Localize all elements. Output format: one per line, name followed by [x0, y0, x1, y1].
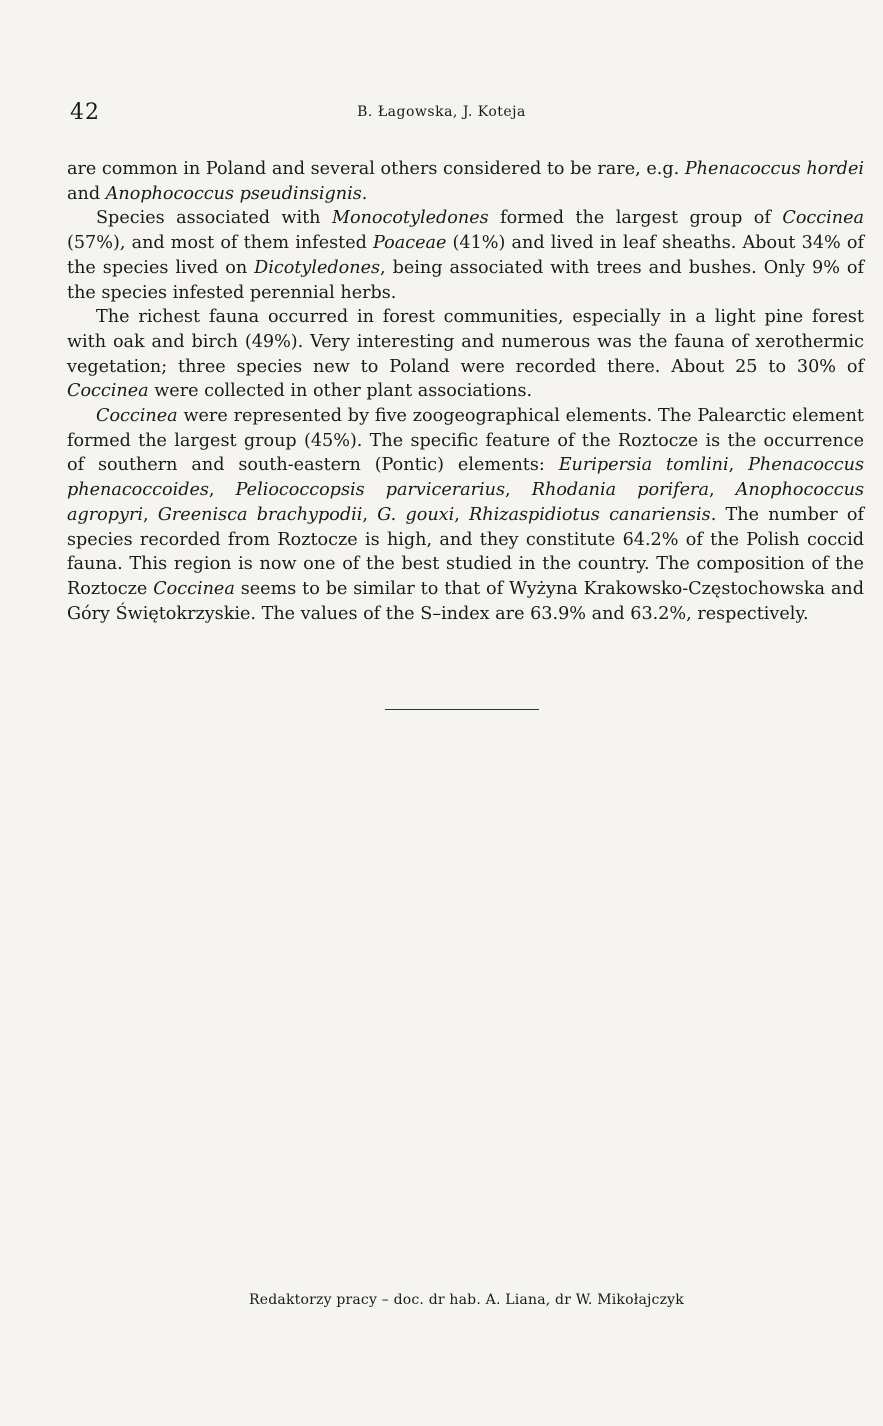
text-run: . The number of species recorded from Roztocze is high, and they constitute 64.2% of the Polish coccid fauna. This region is now one of the best studied in the country. The composition of the Roztocze: [67, 504, 865, 599]
page-number: 42: [70, 100, 100, 125]
text-run: ,: [505, 480, 532, 501]
italic-term: G. gouxi: [377, 504, 455, 525]
text-run: ,: [143, 504, 158, 525]
text-run: .: [361, 183, 368, 204]
paragraph: [67, 157, 864, 206]
paragraph: [67, 305, 864, 404]
italic-term: Dicotyledones: [254, 257, 381, 278]
italic-term: Coccinea: [782, 208, 864, 229]
text-run: (57%), and most of them infested: [67, 233, 374, 254]
italic-term: Coccinea: [96, 406, 178, 427]
italic-term: Rhodania porifera: [531, 480, 709, 501]
text-run: ,: [708, 480, 736, 501]
italic-term: Rhizaspidiotus canariensis: [469, 504, 711, 525]
text-run: and: [67, 183, 106, 204]
text-run: formed the largest group of: [488, 208, 783, 229]
italic-term: Coccinea: [153, 578, 235, 599]
italic-term: Poaceae: [373, 233, 447, 254]
text-run: were represented by five zoogeographical elements. The Palearctic element formed the largest group (45%). The specific feature of the Roztocze is the occurrence of southern and south-eastern (Pontic) elements:: [67, 406, 864, 476]
italic-term: Anophococcus pseudinsignis: [105, 183, 362, 204]
paragraph: [67, 206, 864, 305]
text-run: ,: [208, 480, 236, 501]
text-run: were collected in other plant associations.: [148, 381, 533, 402]
italic-term: Monocotyledones: [331, 208, 489, 229]
italic-term: Coccinea: [67, 381, 149, 402]
italic-term: Phenacoccus phenacoccoides: [67, 455, 864, 501]
running-head: B. Łagowska, J. Koteja: [357, 104, 526, 120]
text-run: (41%) and lived in leaf sheaths. About 34% of the species lived on: [67, 233, 864, 278]
text-run: The richest fauna occurred in forest communities, especially in a light pine forest with oak and birch (49%). Very interesting and numerous was the fauna of xerothermic vegetation; three species new to Poland were recorded there. About 25 to 30% of: [67, 307, 864, 377]
text-run: seems to be similar to that of Wyżyna Krakowsko-Częstochowska and Góry Świętokrzyskie. The values of the S–index are 63.9% and 63.2%, respectively.: [67, 578, 864, 624]
text-run: are common in Poland and several others considered to be rare, e.g.: [67, 159, 685, 179]
text-run: Species associated with: [96, 208, 332, 229]
text-run: ,: [362, 504, 378, 525]
italic-term: Peliococcopsis parvicerarius: [235, 480, 506, 501]
italic-term: Euripersia tomlini: [558, 455, 729, 476]
italic-term: Anophococcus agropyri: [67, 480, 864, 525]
text-run: , being associated with trees and bushes. Only 9% of the species infested perennial herbs.: [67, 257, 864, 303]
text-run: ,: [454, 504, 470, 525]
editors-credit: Redaktorzy pracy – doc. dr hab. A. Liana, dr W. Mikołajczyk: [249, 1292, 684, 1308]
italic-term: Phenacoccus hordei: [684, 159, 864, 179]
paragraph: [67, 404, 864, 626]
text-run: ,: [728, 455, 749, 476]
italic-term: Greenisca brachypodii: [157, 504, 363, 525]
end-rule: [385, 709, 539, 710]
body-text: [67, 157, 864, 626]
